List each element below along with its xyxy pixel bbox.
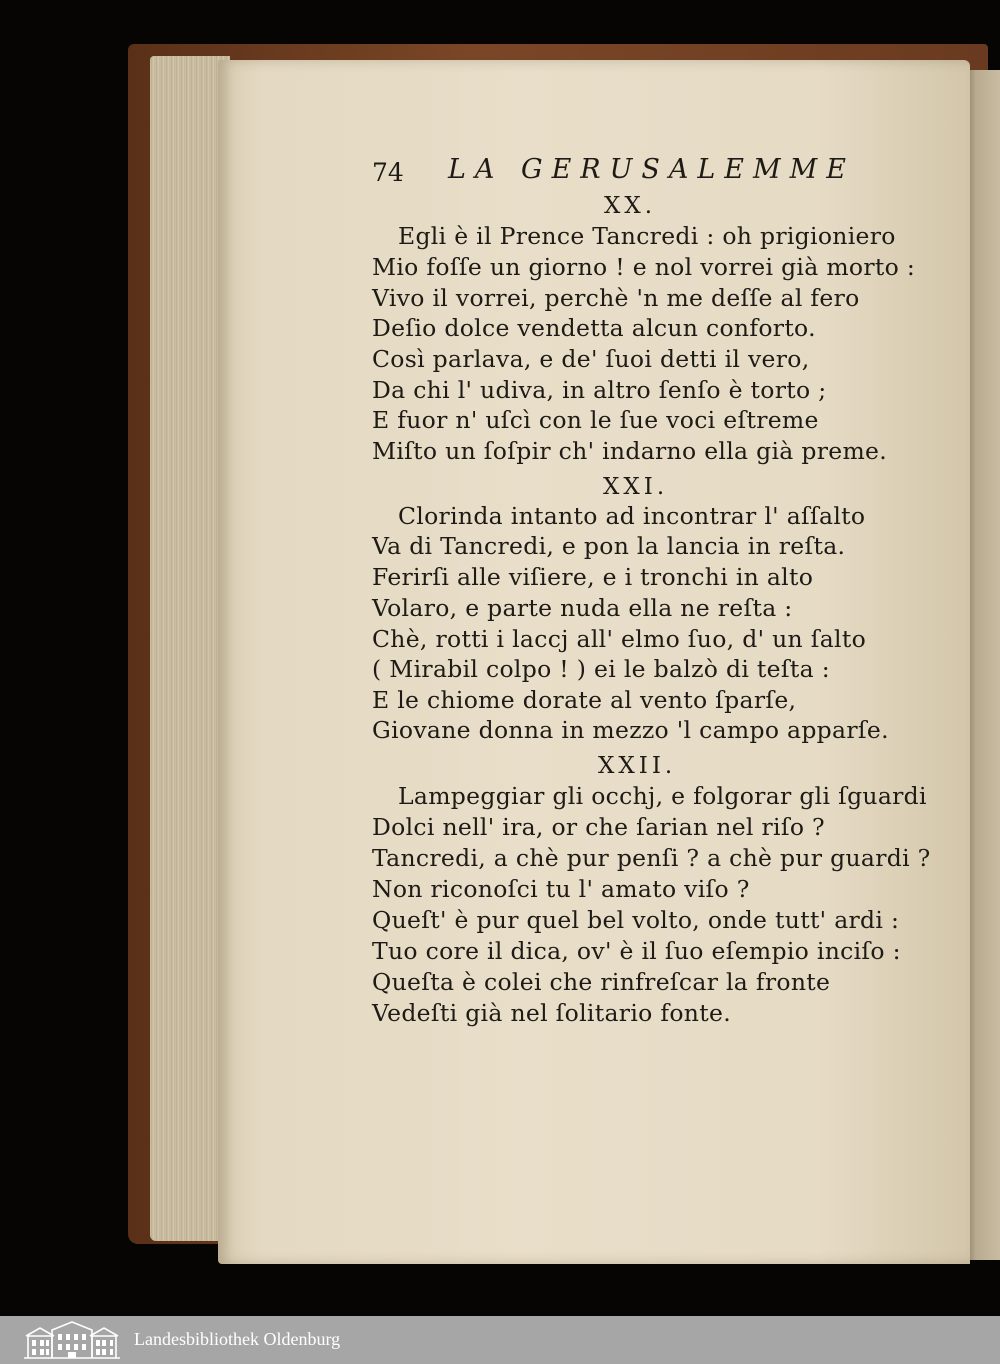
verse-line: Tuo core il dica, ov' è il ſuo eſempio inciſo :: [372, 937, 901, 965]
verse-line: E le chiome dorate al vento ſparſe,: [372, 686, 797, 714]
verse-line: Vivo il vorrei, perchè 'n me deſſe al fero: [372, 284, 860, 312]
running-title: LA GERUSALEMME: [448, 154, 856, 185]
institution-name: Landesbibliothek Oldenburg: [134, 1329, 341, 1349]
stanza-number: XXI.: [603, 474, 669, 500]
verse-line: ( Mirabil colpo ! ) ei le balzò di teſta :: [372, 655, 830, 683]
verse-line: Miſto un ſoſpir ch' indarno ella già preme.: [372, 437, 888, 465]
verse-line: Queſta è colei che rinfreſcar la fronte: [372, 968, 831, 996]
verse-line: Queſt' è pur quel bel volto, onde tutt' ardi :: [372, 906, 900, 934]
verse-line: Mio foſſe un giorno ! e nol vorrei già morto :: [372, 253, 916, 281]
verse-line: Non riconoſci tu l' amato viſo ?: [372, 875, 750, 903]
verse-line: Dolci nell' ira, or che ſarian nel riſo ?: [372, 813, 825, 841]
verse-line: Deſio dolce vendetta alcun conforto.: [372, 314, 816, 342]
verse-line: Da chi l' udiva, in altro ſenſo è torto ;: [372, 376, 827, 404]
library-building-icon: [22, 1320, 122, 1360]
verse-line: Giovane donna in mezzo 'l campo apparſe.: [372, 716, 889, 744]
stanza-number: XXII.: [598, 753, 677, 779]
page-number: 74: [372, 158, 404, 187]
verse-line: Così parlava, e de' ſuoi detti il vero,: [372, 345, 810, 373]
verse-line: Tancredi, a chè pur penſi ? a chè pur guardi ?: [372, 844, 931, 872]
verse-line: Va di Tancredi, e pon la lancia in reſta.: [372, 532, 846, 560]
stanza-number: XX.: [604, 193, 657, 219]
verse-line: Lampeggiar gli occhj, e folgorar gli ſguardi: [398, 782, 927, 810]
footer-bar: [0, 1316, 1000, 1364]
verse-line: Volaro, e parte nuda ella ne reſta :: [372, 594, 793, 622]
verse-line: Egli è il Prence Tancredi : oh prigioniero: [398, 222, 896, 250]
verse-line: Clorinda intanto ad incontrar l' aſſalto: [398, 502, 866, 530]
verse-line: Vedeſti già nel ſolitario fonte.: [372, 999, 731, 1027]
verse-line: Ferirſi alle viſiere, e i tronchi in alto: [372, 563, 814, 591]
verse-line: E fuor n' uſcì con le ſue voci eſtreme: [372, 406, 819, 434]
verse-line: Chè, rotti i laccj all' elmo ſuo, d' un ſalto: [372, 625, 867, 653]
